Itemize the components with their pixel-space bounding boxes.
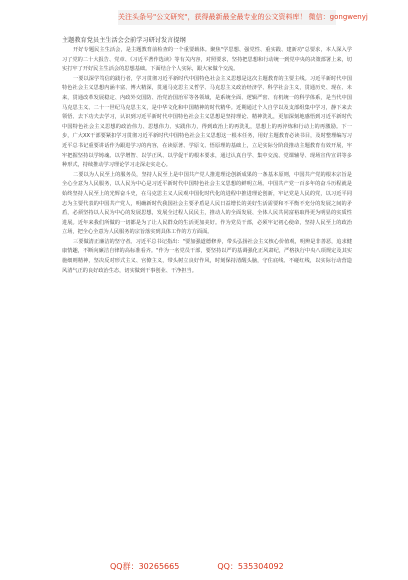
- qq-number-text: QQ：535304092: [217, 562, 284, 571]
- document-body: [62, 36, 352, 276]
- top-promo-banner: 关注头条号"公文研究"，获得最新最全最专业的公文资料库！ 微信：gongwenyj: [118, 10, 336, 25]
- paragraph-intro: 开好专题民主生活会，是主题教育前检查的一个重要载体。聚焦"学思想、强党性、重实践、建新功"总要求，本人深入学习了党的二十大报告、党章、《习近平著作选读》等有关内容，对照要求，坚持把思想和行动统一到党中央的决策部署上来，切实打牢了开好民主生活会的思想基础。下面结合个人实际，跟大家做个交流。: [62, 47, 352, 73]
- paragraph-one: 一要以深学笃信的践行者，学习贯彻习近平新时代中国特色社会主义思想是这次主题教育的主要主线。习近平新时代中国特色社会主义思想内涵丰富、博大精深，贯通马克思主义哲学、马克思主义政治经济学、科学社会主义，贯通历史、现在、未来，贯通改革发展稳定、内政外交国防、治党治国治军等各领域，是系统全面、逻辑严密、有机统一的科学体系，是当代中国马克思主义、二十一世纪马克思主义，是中华文化和中国精神的时代精华。近期通过个人自学以及支部组集中学习，静下来去领悟、去下功夫去学习，认识到习近平新时代中国特色社会主义思想是坚持理论、精神洗礼，更加深刻地感悟到习近平新时代中国特色社会主义思想的政治伟力、思想伟力、实践伟力，得到政治上的再洗礼，思想上的再淬炼和行动上的再激励。下一步，广大XX干部要紧扣学习贯彻习近平新时代中国特色社会主义思想这一根本任务，用好主题教育必读书目，及时整理编写习近平总书记重要讲话作为跟进学习的内容，在读原著、学原文、悟原理的基础上，立足实际分阶段推动主题教育有效开展，牢牢把握坚持以学铸魂、以学增智、以学正风、以学促干的根本要求，通过认真自学、集中交流、党课辅导、现场宣传宣讲等多种形式，持续推动学习理论学习走深走实走心。: [62, 75, 352, 169]
- paragraph-three: 三要做清正廉洁的坚守者。习近平总书记指出："要加强道德修养，带头弘扬社会主义核心价值观，明辨是非善恶，追求健康情趣，不断向廉洁自律的高标准看齐。"作为一名党员干部，要坚持以严的基调强化正风肃纪，严格执行中央八项规定及其实施细则精神，坚决反对形式主义、官僚主义，带头树立良好作风，时刻保持清醒头脑，守住底线、不碰红线，以实际行动营造风清气正的良好政治生态，切实做到干事创业、干净担当。: [62, 238, 352, 274]
- qq-group-text: QQ群：30265665: [110, 562, 180, 571]
- document-title: 主题教育党员主生活会会前学习研讨发言提纲: [62, 37, 186, 44]
- paragraph-two: 二要以为人民至上的服务员，坚持人民至上是中国共产党人推进理论创新成果的一条基本原则，中国共产党的根本宗旨是全心全意为人民服务，以人民为中心是习近平新时代中国特色社会主义思想的鲜明立场。中国共产党一百多年的奋斗历程就是始终坚持人民至上的光辉奋斗史，在马克思主义人民观中国化时代化的进程中推进理论创新，牢记党是人民的党，以习近平同志为主要代表的中国共产党人，明确新时代我国社会主要矛盾是人民日益增长的美好生活需要和不平衡不充分的发展之间的矛盾，必须坚持以人民为中心的发展思想，发展全过程人民民主，推动人的全面发展、全体人民共同富裕取得更为明显的实质性进展。近年来我们所做的一切都是为了让人民群众的生活更加美好。作为党员干部，必须牢记初心使命，坚持人民至上的政治立场，把全心全意为人民服务的宗旨落实到具体工作的方方面面。: [62, 171, 352, 236]
- footer-contact: [110, 561, 350, 572]
